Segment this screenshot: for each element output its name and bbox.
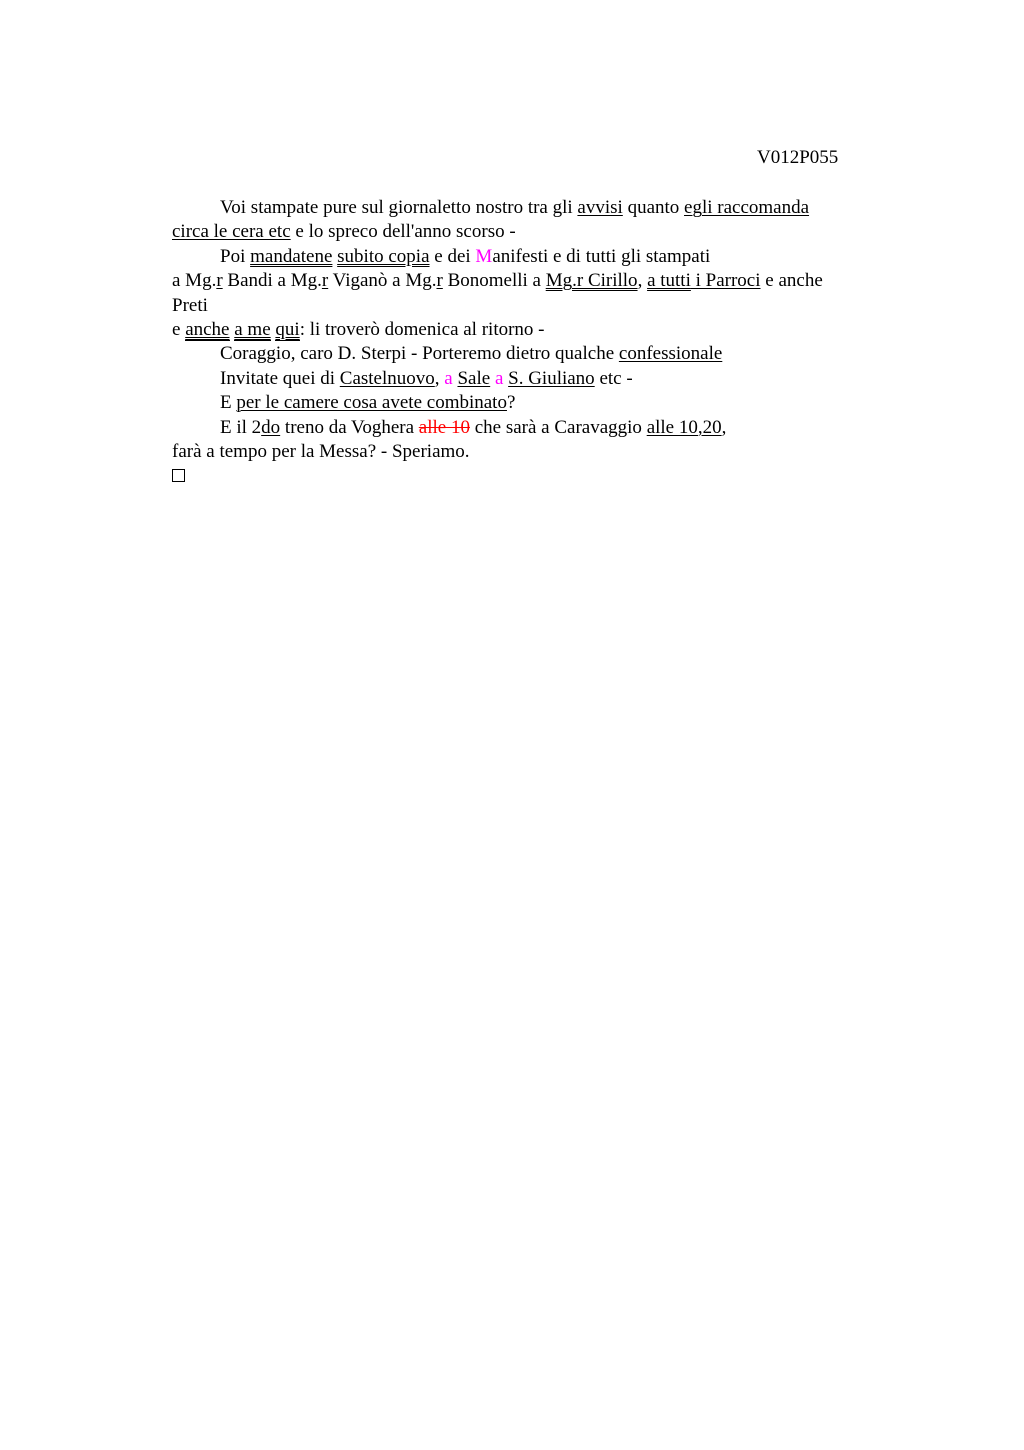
text-run: Preti <box>172 294 208 316</box>
text-line-10 <box>172 416 892 440</box>
text-run: a Mg. <box>172 270 217 292</box>
double-underlined-text: mandatene <box>250 245 333 267</box>
triple-underlined-text: qui <box>275 318 300 340</box>
underlined-text: per le camere cosa avete combinato <box>236 392 507 414</box>
text-run: farà a tempo per la Messa? - Speriamo. <box>172 440 470 462</box>
underlined-text: r <box>321 270 329 292</box>
text-run: : li troverò domenica al ritorno - <box>299 318 545 340</box>
text-run: anifesti e di tutti gli stampati <box>492 245 711 267</box>
double-underlined-text: Mg.r Cirillo <box>545 270 638 292</box>
underlined-text: confessionale <box>618 343 723 365</box>
triple-underlined-text: anche <box>185 318 230 340</box>
text-run: , <box>721 416 727 438</box>
underlined-text: r <box>216 270 223 292</box>
underlined-text: r <box>436 270 443 292</box>
text-run: Coraggio, caro D. Sterpi - Porteremo dietro qualche <box>220 343 619 365</box>
double-underlined-text: subito copia <box>337 245 430 267</box>
deleted-text: alle 10 <box>418 416 470 438</box>
text-run: e <box>172 318 186 340</box>
inserted-text: a <box>444 367 453 389</box>
text-run: e anche <box>760 270 823 292</box>
text-run: che sarà a Caravaggio <box>469 416 647 438</box>
text-run: quanto <box>622 197 685 218</box>
text-run: etc - <box>594 367 633 389</box>
end-mark-line <box>172 464 892 488</box>
inserted-text: M <box>475 245 493 267</box>
text-run: , <box>434 367 445 389</box>
text-run: ? <box>506 392 516 414</box>
text-run: E il 2 <box>220 416 262 438</box>
inserted-text: a <box>494 367 504 389</box>
text-run: , <box>637 270 648 292</box>
underlined-text: S. Giuliano <box>508 367 595 389</box>
text-line-2 <box>172 220 892 244</box>
letter-body <box>172 196 892 489</box>
double-underlined-text: a tutti <box>647 270 691 292</box>
triple-underlined-text: a me <box>234 318 271 340</box>
text-run: Bandi a Mg. <box>222 270 322 292</box>
text-line-11 <box>172 440 892 464</box>
text-run: Voi stampate pure sul giornaletto nostro tra gli <box>220 197 578 218</box>
text-run: Bonomelli a <box>442 270 546 292</box>
end-of-page-box-icon <box>172 469 185 482</box>
text-line-9 <box>172 391 892 415</box>
underlined-text: circa le cera etc <box>172 221 291 243</box>
text-run: e dei <box>429 245 476 267</box>
text-run: treno da Voghera <box>280 416 419 438</box>
text-line-7 <box>172 342 892 366</box>
page-id: V012P055 <box>757 147 839 168</box>
text-line-5 <box>172 294 892 318</box>
underlined-text: avvisi <box>577 197 623 218</box>
underlined-text: Sale <box>457 367 491 389</box>
underlined-text: egli raccomanda <box>684 197 810 218</box>
text-run: Viganò a Mg. <box>328 270 437 292</box>
underlined-text: Castelnuovo <box>339 367 435 389</box>
text-line-6 <box>172 318 892 342</box>
text-run: E <box>220 392 237 414</box>
text-line-4 <box>172 269 892 293</box>
text-run: e lo spreco dell'anno scorso - <box>290 221 516 243</box>
text-run: Invitate quei di <box>220 367 340 389</box>
text-line-8 <box>172 367 892 391</box>
text-line-1 <box>172 196 892 220</box>
text-line-3 <box>172 245 892 269</box>
underlined-text: alle 10,20 <box>646 416 722 438</box>
text-run: Poi <box>220 245 251 267</box>
underlined-text: do <box>261 416 281 438</box>
underlined-text: i Parroci <box>690 270 761 292</box>
